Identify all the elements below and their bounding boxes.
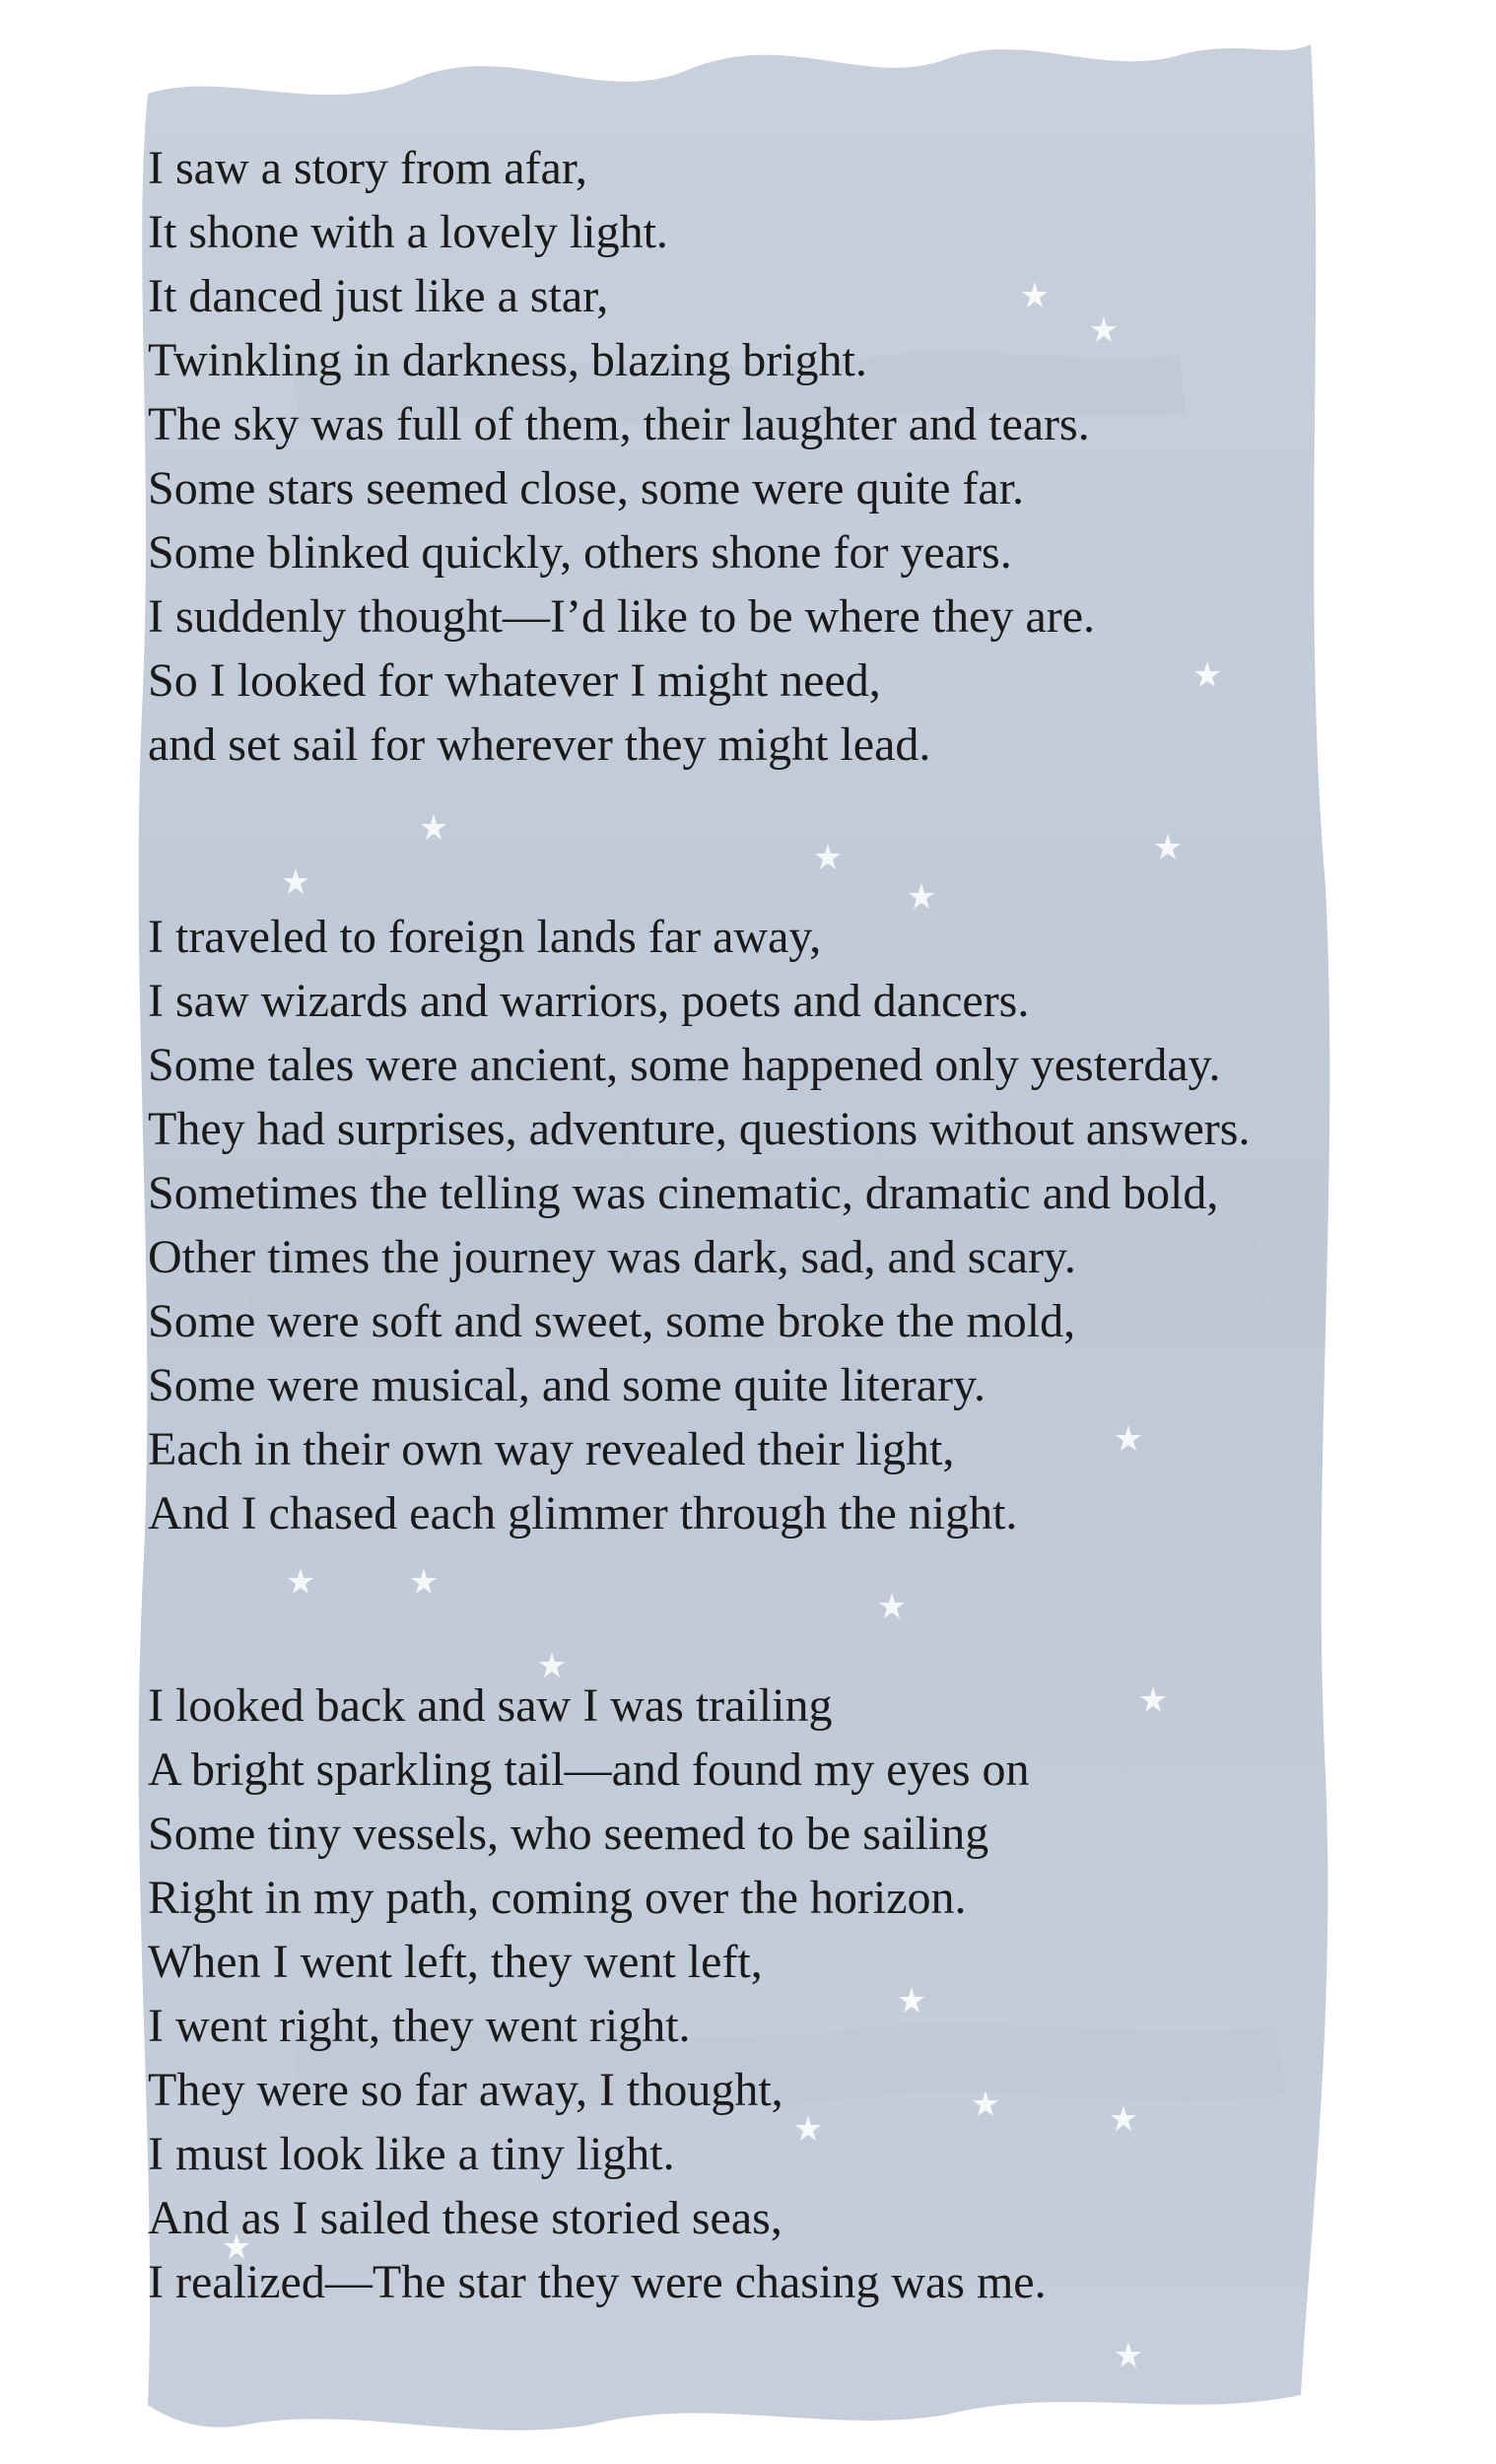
poem-line: I traveled to foreign lands far away, xyxy=(148,911,822,963)
poem-line: and set sail for wherever they might lead. xyxy=(148,719,931,771)
poem xyxy=(148,136,1459,2314)
poem-line: It shone with a lovely light. xyxy=(148,206,668,258)
poem-line: Twinkling in darkness, blazing bright. xyxy=(148,334,867,386)
poem-line: Some were soft and sweet, some broke the mold, xyxy=(148,1295,1076,1347)
poem-line: I saw a story from afar, xyxy=(148,142,587,194)
poem-line: Some blinked quickly, others shone for years. xyxy=(148,526,1012,579)
stanza-2 xyxy=(148,905,1459,1545)
poem-line: They had surprises, adventure, questions without answers. xyxy=(148,1103,1251,1155)
poem-line: Some tiny vessels, who seemed to be sailing xyxy=(148,1808,989,1860)
poem-line: I must look like a tiny light. xyxy=(148,2128,675,2180)
poem-line: Some stars seemed close, some were quite far. xyxy=(148,462,1025,514)
poem-line: I realized—The star they were chasing was me. xyxy=(148,2256,1047,2308)
poem-line: I went right, they went right. xyxy=(148,2000,691,2052)
stanza-1 xyxy=(148,136,1459,777)
poem-line: Some were musical, and some quite literary. xyxy=(148,1359,986,1411)
poem-line: Some tales were ancient, some happened only yesterday. xyxy=(148,1039,1221,1091)
poem-line: I looked back and saw I was trailing xyxy=(148,1679,833,1732)
poem-line: I suddenly thought—I’d like to be where they are. xyxy=(148,590,1096,643)
poem-line: Each in their own way revealed their light, xyxy=(148,1423,955,1475)
poem-line: The sky was full of them, their laughter and tears. xyxy=(148,398,1090,450)
poem-line: Other times the journey was dark, sad, and scary. xyxy=(148,1231,1076,1283)
stanza-3 xyxy=(148,1674,1459,2314)
poem-line: It danced just like a star, xyxy=(148,270,609,322)
poem-line: A bright sparkling tail—and found my eyes on xyxy=(148,1744,1030,1796)
poem-line: And as I sailed these storied seas, xyxy=(148,2192,782,2244)
poem-line: When I went left, they went left, xyxy=(148,1936,763,1988)
poem-line: I saw wizards and warriors, poets and dancers. xyxy=(148,975,1030,1027)
poem-line: So I looked for whatever I might need, xyxy=(148,654,881,707)
poem-line: Sometimes the telling was cinematic, dramatic and bold, xyxy=(148,1167,1219,1219)
poem-line: Right in my path, coming over the horizon. xyxy=(148,1872,967,1924)
poem-line: They were so far away, I thought, xyxy=(148,2064,783,2116)
poem-line: And I chased each glimmer through the night. xyxy=(148,1487,1018,1540)
